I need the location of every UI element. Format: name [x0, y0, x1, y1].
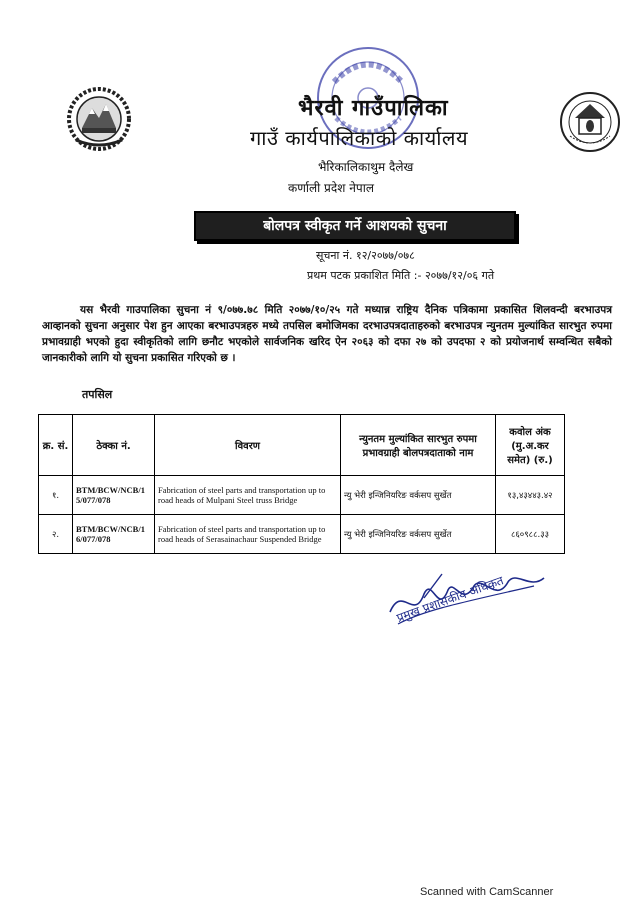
- office-name: गाउँ कार्यपालिकाको कार्यालय: [250, 126, 469, 150]
- row-amount: १३,४३४४३.४२: [496, 476, 565, 515]
- notice-paragraph-text: यस भैरवी गाउपालिका सुचना नं ९/०७७.७८ मिति २०७७/१०/२५ गते मध्यान्न राष्ट्रिय दैनिक पत्रिकामा प्रकासित शिलवन्दी बरभाउपत्र आव्हानको सुचना अनुसार पेश हुन आएका बरभाउपत्रहरु मध्ये तपसिल बमोजिमका दरभाउपत्रदाताहरुको बरभाउपत्र न्युनतम मुल्यांकित सारभुत रुपमा प्रभावग्राही भएको हुदा स्वीकृतिको लागि छनौट भएकोले सार्वजनिक खरिद ऐन २०६३ को दफा २७ को उपदफा २ को प्रयोजनार्थ सम्वन्धित सबैको जानकारीको लागि यो सुचना प्रकासित गरिएको छ ।: [42, 304, 612, 364]
- row-amount: ८६०९८८.३३: [496, 515, 565, 554]
- schedule-label: तपसिल: [82, 388, 113, 401]
- row-contract-no: BTM/BCW/NCB/1 6/077/078: [73, 515, 155, 554]
- municipality-logo-icon: [558, 90, 622, 154]
- notice-paragraph: [42, 302, 612, 366]
- signature-title: प्रमुख प्रशासकीय अधिकृत: [394, 573, 506, 626]
- notice-title: बोलपत्र स्वीकृत गर्ने आशयको सुचना: [194, 211, 516, 241]
- header-description: विवरण: [155, 415, 341, 476]
- notice-date: प्रथम पटक प्रकाशित मिति :- २०७७/१२/०६ गते: [307, 269, 495, 282]
- row-description: Fabrication of steel parts and transportation up to road heads of Mulpani Steel truss Bridge: [155, 476, 341, 515]
- scanner-watermark: Scanned with CamScanner: [420, 886, 554, 898]
- notice-number: सूचना नं. १२/२०७७/०७८: [316, 249, 415, 262]
- nepal-emblem-icon: [64, 84, 134, 154]
- row-bidder: न्यु भेरी इन्जिनियरिङ वर्कसप सुर्खेत: [341, 515, 496, 554]
- table-header-row: [39, 415, 565, 476]
- office-location: भैरिकालिकाथुम दैलेख: [318, 160, 414, 174]
- row-bidder: न्यु भेरी इन्जिनियरिङ वर्कसप सुर्खेत: [341, 476, 496, 515]
- header-bidder: न्युनतम मुल्यांकित सारभुत रुपमा प्रभावग्राही बोलपत्रदाताको नाम: [341, 415, 496, 476]
- header-sn: क्र. सं.: [39, 415, 73, 476]
- row-contract-no: BTM/BCW/NCB/1 5/077/078: [73, 476, 155, 515]
- table-row: [39, 515, 565, 554]
- header-contract-no: ठेक्का नं.: [73, 415, 155, 476]
- header-amount: कवोल अंक (मु.अ.कर समेत) (रु.): [496, 415, 565, 476]
- tender-table: [38, 414, 565, 554]
- row-description: Fabrication of steel parts and transportation up to road heads of Serasainachaur Suspended Bridge: [155, 515, 341, 554]
- municipality-name: भैरवी गाउँपालिका: [298, 96, 449, 121]
- table-row: [39, 476, 565, 515]
- row-sn: १.: [39, 476, 73, 515]
- province-name: कर्णाली प्रदेश नेपाल: [288, 181, 374, 195]
- row-sn: २.: [39, 515, 73, 554]
